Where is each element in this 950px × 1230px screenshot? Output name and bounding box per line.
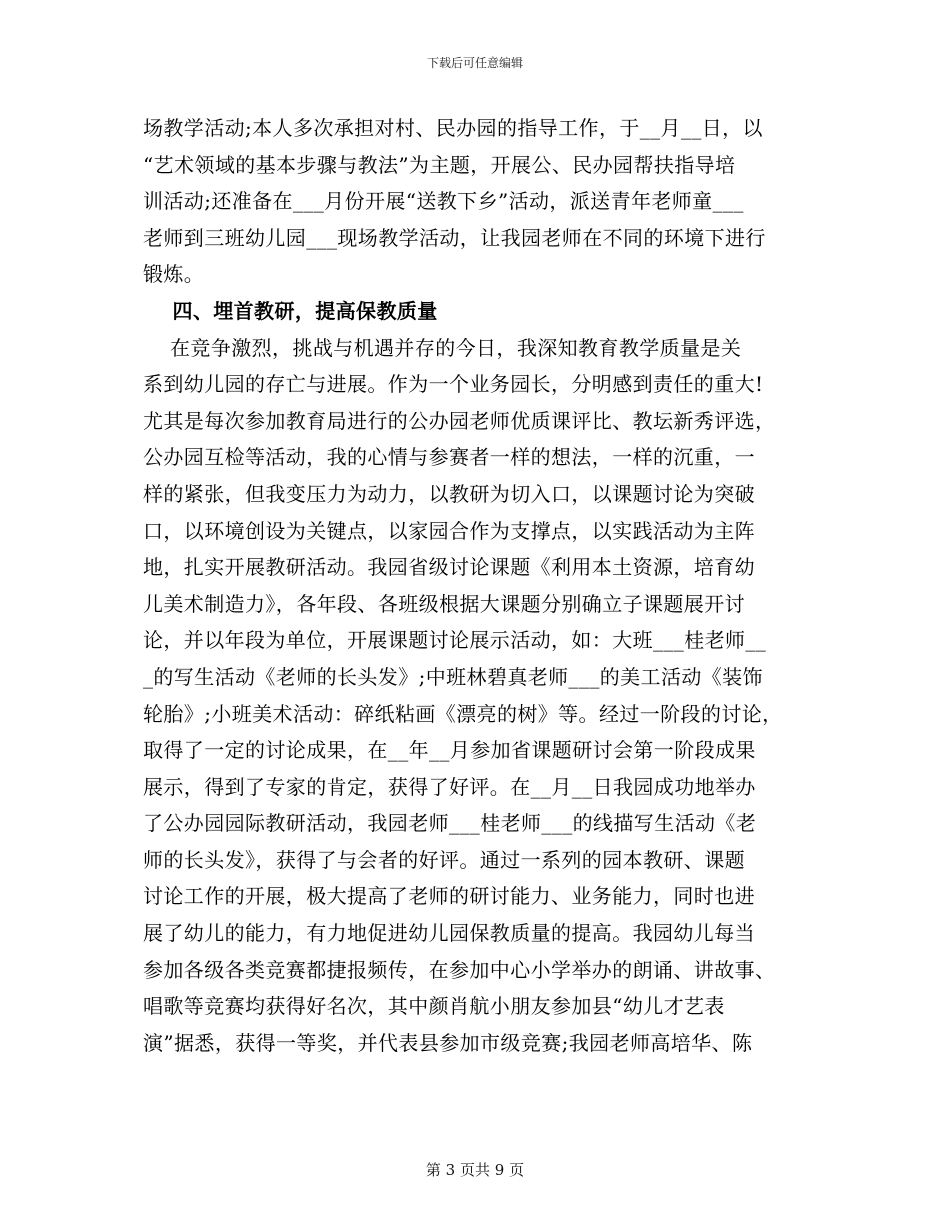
body-line: 演”据悉，获得一等奖，并代表县参加市级竞赛;我园老师高培华、陈 — [143, 1030, 753, 1055]
body-line: 地，扎实开展教研活动。我园省级讨论课题《利用本土资源，培育幼 — [143, 555, 755, 580]
body-line: 口，以环境创设为关键点，以家园合作为支撑点，以实践活动为主阵 — [143, 518, 755, 543]
body-line: 展示，得到了专家的肯定，获得了好评。在__月__日我园成功地举办 — [143, 774, 756, 799]
body-line: 训活动;还准备在___月份开展“送教下乡”活动，派送青年老师童___ — [143, 189, 744, 214]
page-number: 第 3 页共 9 页 — [425, 1161, 525, 1179]
body-line: 锻炼。 — [143, 262, 205, 287]
body-line: 老师到三班幼儿园___现场教学活动，让我园老师在不同的环境下进行 — [143, 225, 766, 250]
body-line: 展了幼儿的能力，有力地促进幼儿园保教质量的提高。我园幼儿每当 — [143, 921, 755, 946]
body-line: 取得了一定的讨论成果，在__年__月参加省课题研讨会第一阶段成果 — [143, 738, 756, 763]
document-body — [143, 110, 823, 1061]
body-line: 唱歌等竞赛均获得好名次，其中颜肖航小朋友参加县“幼儿才艺表 — [143, 994, 725, 1019]
body-line: 尤其是每次参加教育局进行的公办园老师优质课评比、教坛新秀评选， — [143, 408, 776, 433]
body-line: 场教学活动;本人多次承担对村、民办园的指导工作，于__月__日，以 — [143, 116, 763, 140]
body-line: 样的紧张，但我变压力为动力，以教研为切入口，以课题讨论为突破 — [143, 481, 755, 506]
body-line: 师的长头发》，获得了与会者的好评。通过一系列的园本教研、课题 — [143, 847, 745, 872]
body-line: “艺术领域的基本步骤与教法”为主题，开展公、民办园帮扶指导培 — [143, 152, 736, 177]
body-line: 讨论工作的开展，极大提高了老师的研讨能力、业务能力，同时也进 — [143, 884, 755, 909]
body-line: 轮胎》;小班美术活动：碎纸粘画《漂亮的树》等。经过一阶段的讨论， — [143, 701, 783, 726]
body-line: 公办园互检等活动，我的心情与参赛者一样的想法，一样的沉重，一 — [143, 445, 755, 470]
section-heading: 四、埋首教研，提高保教质量 — [143, 298, 438, 323]
body-line: 在竞争激烈，挑战与机遇并存的今日，我深知教育教学质量是关 — [143, 335, 742, 360]
body-line: 论，并以年段为单位，开展课题讨论展示活动，如：大班___桂老师__ — [143, 628, 767, 653]
body-line: _的写生活动《老师的长头发》;中班林碧真老师___的美工活动《装饰 — [143, 664, 763, 689]
body-line: 儿美术制造力》，各年段、各班级根据大课题分别确立子课题展开讨 — [143, 591, 745, 616]
body-line: 参加各级各类竞赛都捷报频传，在参加中心小学举办的朗诵、讲故事、 — [143, 957, 776, 982]
body-line: 了公办园园际教研活动，我园老师___桂老师___的线描写生活动《老 — [143, 811, 757, 836]
body-line: 系到幼儿园的存亡与进展。作为一个业务园长，分明感到责任的重大! — [143, 372, 764, 397]
page-header: 下载后可任意编辑 — [426, 56, 523, 70]
